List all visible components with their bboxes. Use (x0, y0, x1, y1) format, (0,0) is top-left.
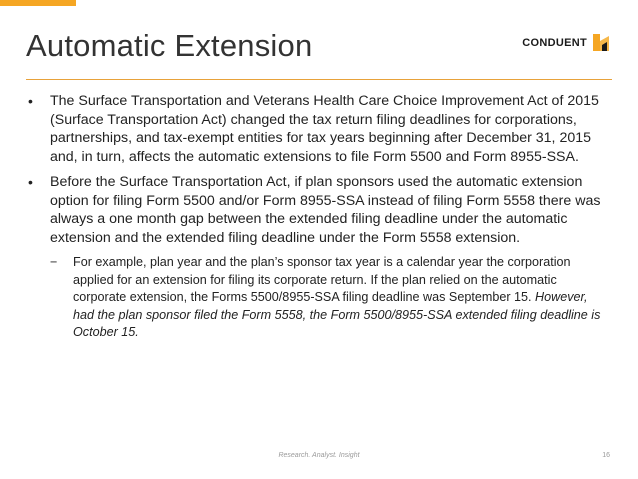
bullet-item (28, 173, 612, 247)
logo-text: CONDUENT (522, 37, 587, 49)
conduent-logo (522, 32, 612, 54)
footer-tagline: Research. Analyst. Insight (278, 452, 360, 459)
top-accent-tab (0, 0, 76, 6)
conduent-logo-icon (590, 32, 612, 54)
sub-bullet-italic-text: However, had the plan sponsor filed the Form 5558, the Form 5500/8955-SSA extended filing deadline is October 15. (73, 290, 601, 339)
sub-bullet-plain-text: For example, plan year and the plan’s sponsor tax year is a calendar year the corporation applied for an extension for filing its corporate return. If the plan relied on the automatic corporate extension, the Forms 5500/8955-SSA filing deadline was September 15. (73, 255, 571, 304)
sub-bullet-marker: − (50, 255, 58, 269)
slide-title: Automatic Extension (26, 28, 313, 63)
title-divider (26, 79, 612, 80)
bullet-text: Before the Surface Transportation Act, if plan sponsors used the automatic extension option for filing Form 5500 and/or Form 8955-SSA instead of filing Form 5558 there was always a one month gap between the extended filing deadline under the automatic extension and the extended filing deadline under the Form 5558 extension. (50, 174, 601, 246)
sub-bullet-text (73, 254, 612, 342)
bullet-item (28, 92, 612, 166)
slide-body (28, 92, 612, 342)
sub-bullet-item (50, 254, 612, 342)
bullet-text: The Surface Transportation and Veterans Health Care Choice Improvement Act of 2015 (Surface Transportation Act) changed the tax return filing deadlines for corporations, partnerships, and tax-exempt entities for tax years beginning after December 31, 2015 and, in turn, affects the automatic extensions to file Form 5500 and Form 8955-SSA. (50, 93, 599, 165)
bullet-marker: • (28, 93, 33, 109)
bullet-marker: • (28, 174, 33, 190)
page-number: 16 (602, 452, 610, 459)
